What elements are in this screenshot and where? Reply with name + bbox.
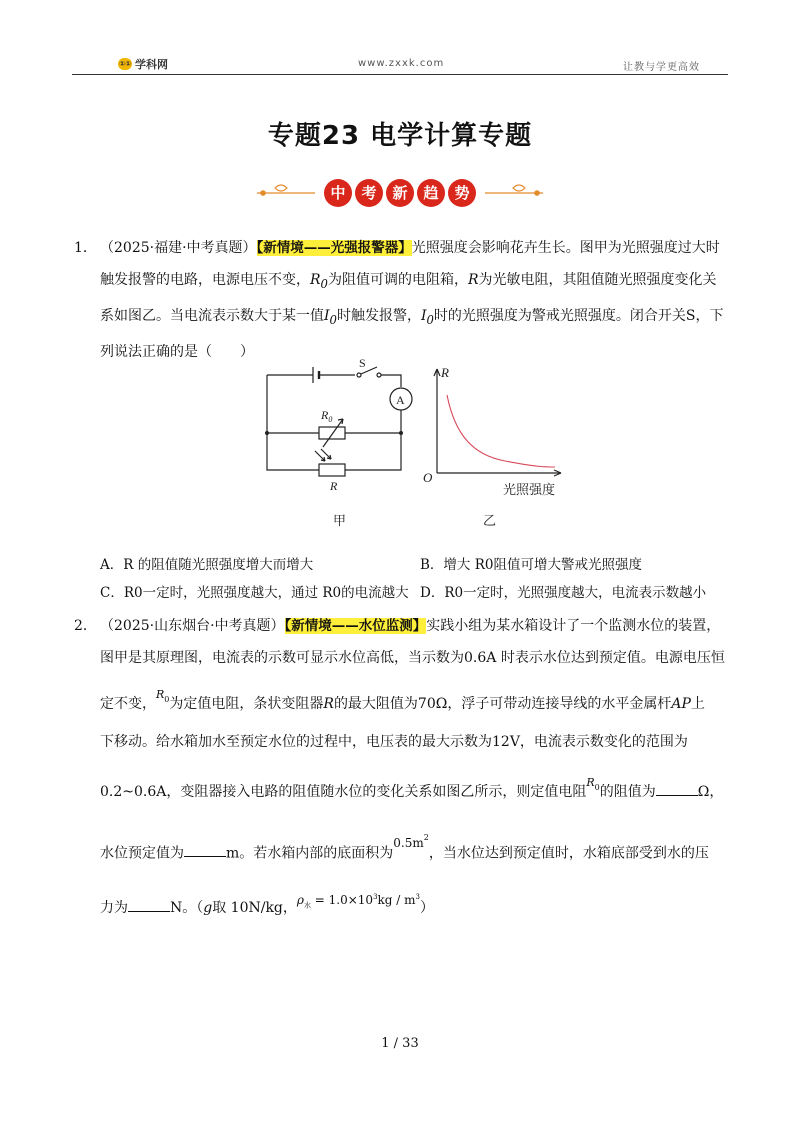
- option-d[interactable]: D．R0一定时，光照强度越大，电流表示数越小: [420, 585, 707, 601]
- question-text: 力为: [100, 900, 128, 917]
- question-text: ，当水位达到预定值时，水箱底部受到水的压: [428, 845, 709, 862]
- question-text: 为阻值可调的电阻箱，: [327, 272, 468, 288]
- figure-a-caption: 甲: [333, 513, 347, 528]
- question-text: Ω，: [697, 783, 724, 800]
- question-2: [74, 610, 726, 930]
- option-b[interactable]: B．增大 R0阻值可增大警戒光照强度: [420, 557, 642, 573]
- symbol-r: R: [323, 696, 334, 712]
- question-text: 为光敏电阻，其阻值随光照强度变化关系如图乙。当电流表示数大于某一值: [100, 272, 717, 324]
- r0-label: $R_0$: [321, 408, 333, 424]
- density-value: = 1.0×10: [310, 893, 374, 908]
- section-banner: [255, 178, 545, 208]
- question-number: 2．: [74, 618, 97, 634]
- symbol-r0: R: [586, 775, 595, 789]
- page-title: 专题23 电学计算专题: [267, 121, 533, 151]
- question-text: 定不变，: [100, 696, 156, 712]
- junction-dot: [399, 431, 403, 435]
- figure-b-caption: 乙: [483, 513, 497, 528]
- site-slogan: 让教与学更高效: [623, 62, 700, 73]
- question-text: 上: [690, 696, 705, 712]
- symbol-r0-sub: 0: [594, 782, 600, 792]
- graph-y-label: R: [441, 365, 449, 380]
- density-formula: [296, 893, 421, 910]
- circuit-diagram: [267, 367, 412, 476]
- page-header: [118, 56, 700, 74]
- area-value: 0.5m: [393, 836, 424, 851]
- question-source: （2025·福建·中考真题）: [100, 240, 257, 256]
- question-1-figure: [255, 355, 585, 535]
- question-1: [74, 232, 726, 368]
- symbol-rho-sub: 水: [303, 901, 311, 910]
- junction-dot: [265, 431, 269, 435]
- graph-origin-label: O: [423, 470, 433, 485]
- answer-blank-water-level[interactable]: [184, 842, 226, 857]
- symbol-r0: R: [156, 688, 165, 701]
- question-text: 图甲是其原理图，电流表的示数可显示水位高低，当示数为0.6A 时表示水位达到预定值。电源电压恒: [100, 650, 725, 666]
- symbol-ap: AP: [671, 696, 691, 712]
- question-tag: 【新情境——水位监测】: [284, 618, 427, 634]
- answer-blank-resistance[interactable]: [656, 781, 698, 796]
- page-number: 1 / 33: [381, 1036, 419, 1051]
- logo-badge-icon: ①①: [119, 60, 131, 68]
- banner-ornament-right: [485, 185, 543, 195]
- site-url[interactable]: www.zxxk.com: [358, 58, 445, 69]
- question-text: 实践小组为某水箱设计了一个监测水位的装置，: [426, 618, 721, 634]
- question-source: （2025·山东烟台·中考真题）: [100, 618, 285, 634]
- question-text: 光照强度会影响花卉生长。图甲为光照强度过大时触发报警的电路，电源电压不变，: [100, 240, 720, 288]
- symbol-r0-sub: 0: [164, 694, 170, 704]
- question-text: 的阻值为: [599, 783, 656, 800]
- banner-char: 考: [361, 184, 377, 202]
- question-1-options: [100, 551, 740, 607]
- header-divider: [72, 74, 728, 75]
- symbol-r0-sub: 0: [320, 276, 328, 291]
- symbol-i0: I: [324, 307, 330, 324]
- logo-text: 学科网: [135, 58, 168, 71]
- symbol-i0-sub: 0: [426, 312, 434, 327]
- question-text: 下移动。给水箱加水至预定水位的过程中，电压表的最大示数为12V，电流表示数变化的范围为: [100, 733, 688, 750]
- site-logo[interactable]: [118, 56, 168, 72]
- resistance-curve: [447, 395, 555, 467]
- question-text: 时的光照强度为警戒光照强度。闭合开关S，下列说法正确的是（ ）: [100, 307, 724, 360]
- question-text: 时触发报警，: [336, 307, 421, 324]
- question-text: 的最大阻值为70Ω，浮子可带动连接导线的水平金属杆: [333, 696, 672, 712]
- graph-x-label: 光照强度: [503, 482, 556, 497]
- symbol-rho: ρ: [296, 893, 304, 908]
- density-exponent: 3: [373, 893, 378, 902]
- symbol-i0: I: [420, 307, 427, 324]
- question-tag: 【新情境——光强报警器】: [256, 240, 412, 256]
- banner-char: 趋: [423, 184, 439, 202]
- option-c[interactable]: C．R0一定时，光照强度越大，通过 R0的电流越大: [100, 585, 409, 601]
- banner-char: 中: [330, 184, 346, 202]
- question-text: ）: [420, 900, 435, 917]
- question-text: N。（: [170, 900, 204, 917]
- answer-blank-force[interactable]: [128, 897, 170, 912]
- resistance-graph: [434, 369, 561, 476]
- banner-char: 势: [454, 184, 470, 202]
- ammeter-label: A: [396, 393, 405, 407]
- banner-ornament-left: [257, 185, 315, 195]
- question-text: 取 10N/kg，: [212, 900, 297, 917]
- switch-label: S: [359, 356, 366, 370]
- r-label: R: [330, 479, 338, 493]
- symbol-g: g: [203, 900, 213, 917]
- question-text: 0.2~0.6A，变阻器接入电路的阻值随水位的变化关系如图乙所示，则定值电阻: [100, 783, 587, 800]
- symbol-r0: R: [310, 272, 321, 288]
- question-text: 为定值电阻，条状变阻器: [169, 696, 324, 712]
- area-exponent: 2: [423, 832, 429, 842]
- option-a[interactable]: A．R 的阻值随光照强度增大而增大: [100, 557, 314, 573]
- banner-char: 新: [392, 184, 408, 202]
- symbol-r: R: [467, 272, 479, 288]
- density-unit: kg / m: [377, 893, 416, 908]
- question-number: 1．: [74, 240, 97, 256]
- question-text: 水位预定值为: [100, 845, 184, 862]
- density-unit-exponent: 3: [415, 893, 421, 902]
- question-text: m。若水箱内部的底面积为: [226, 845, 394, 862]
- symbol-i0-sub: 0: [329, 312, 337, 327]
